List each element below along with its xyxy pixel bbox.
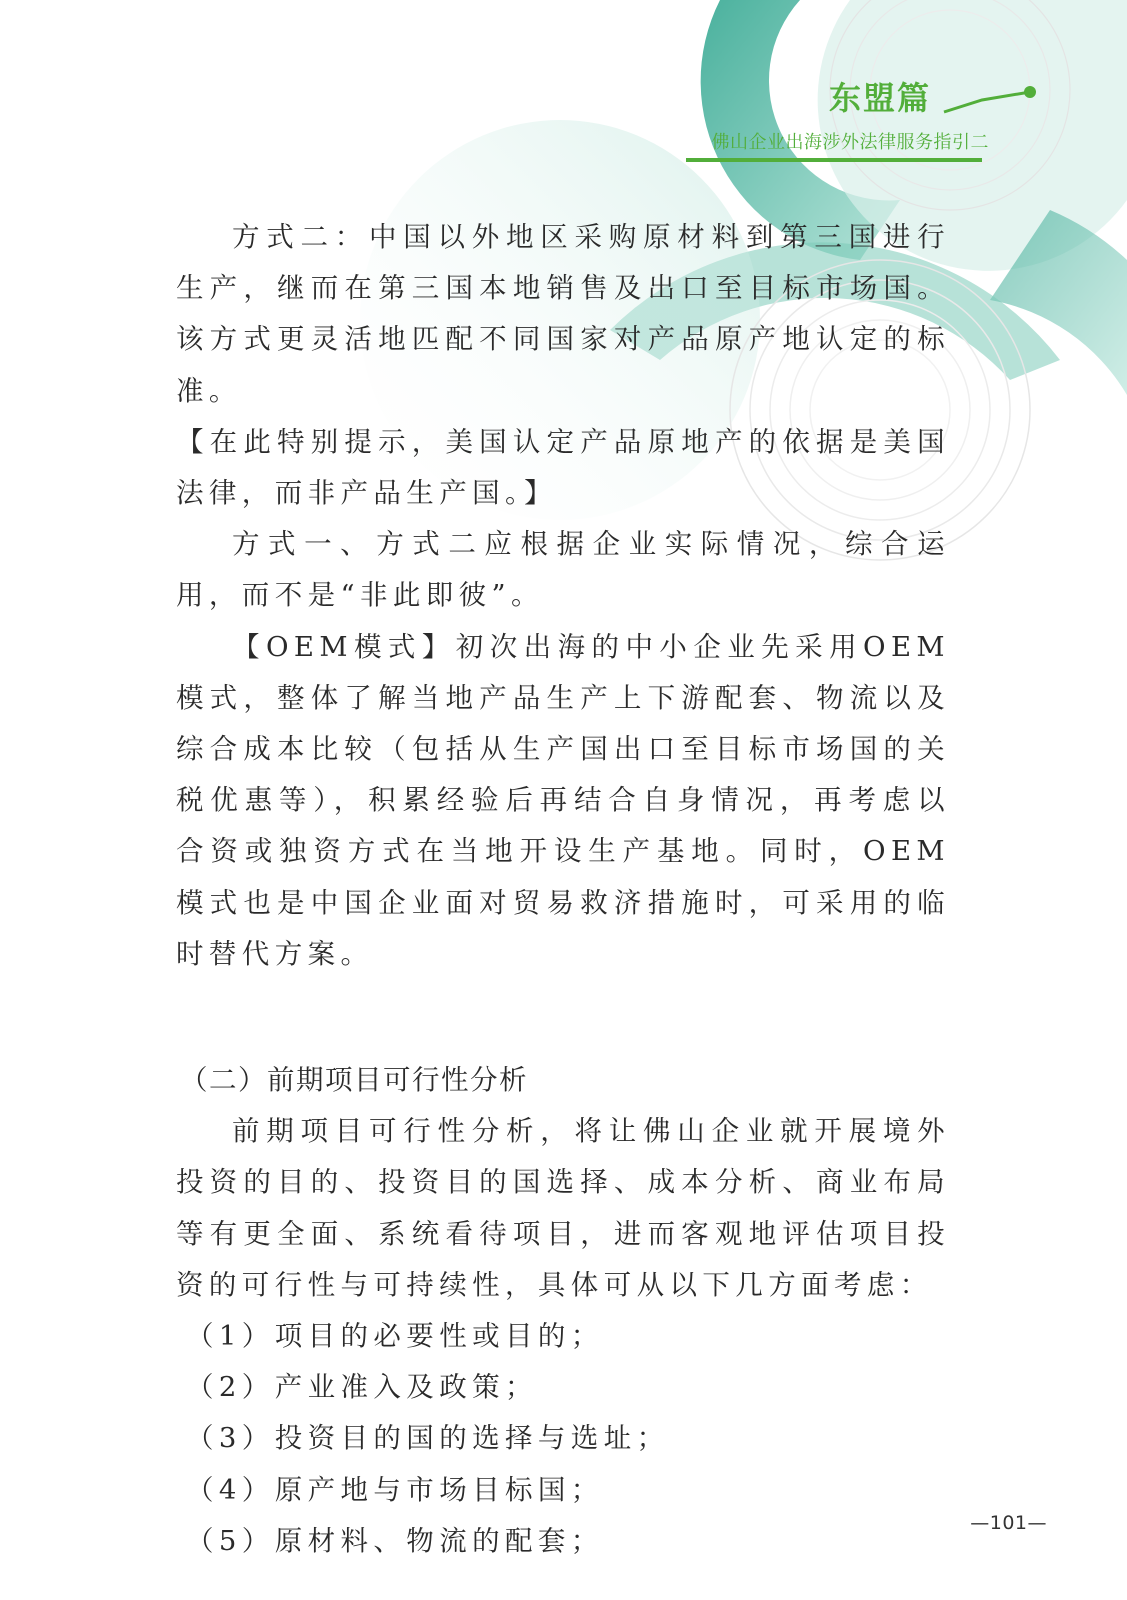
page-header (712, 78, 1018, 154)
paragraph-method-two: 方式二：中国以外地区采购原材料到第三国进行生产，继而在第三国本地销售及出口至目标市场国。该方式更灵活地匹配不同国家对产品原产地认定的标准。 (176, 221, 950, 407)
header-subtitle: 佛山企业出海涉外法律服务指引二 (711, 132, 989, 153)
paragraph-oem-mode: 【OEM模式】初次出海的中小企业先采用OEM模式，整体了解当地产品生产上下游配套、物流以及综合成本比较（包括从生产国出口至目标市场国的关税优惠等），积累经验后再结合自身情况，再考虑以合资或独资方式在当地开设生产基地。同时，OEM模式也是中国企业面对贸易救济措施时，可采用的临时替代方案。 (176, 630, 950, 970)
paragraph-special-note: 【在此特别提示，美国认定产品原地产的依据是美国法律，而非产品生产国。】 (176, 425, 950, 510)
list-item: （4）原产地与市场目标国； (186, 1473, 604, 1506)
section-heading: （二）前期项目可行性分析 (180, 1064, 528, 1097)
list-item: （2）产业准入及政策； (186, 1371, 538, 1404)
paragraph-feasibility-intro: 前期项目可行性分析，将让佛山企业就开展境外投资的目的、投资目的国选择、成本分析、商业布局等有更全面、系统看待项目，进而客观地评估项目投资的可行性与可持续性，具体可从以下几方面考虑： (176, 1115, 950, 1301)
body-text (176, 212, 950, 1567)
list-item: （1）项目的必要性或目的； (186, 1320, 604, 1353)
list-item: （3）投资目的国的选择与选址； (186, 1422, 670, 1455)
paragraph-combined-use: 方式一、方式二应根据企业实际情况，综合运用，而不是“非此即彼”。 (176, 528, 950, 612)
header-underline (686, 158, 982, 162)
list-item: （5）原材料、物流的配套； (186, 1524, 604, 1557)
page-number: —101— (970, 1512, 1047, 1534)
section-title: 东盟篇 (828, 79, 931, 117)
